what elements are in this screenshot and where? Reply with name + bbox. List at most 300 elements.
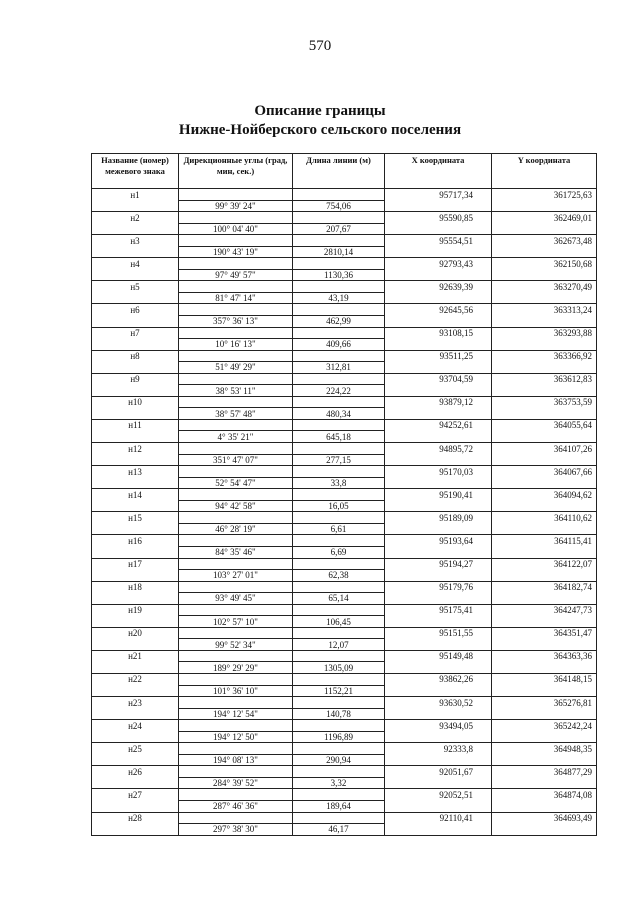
empty-cell [385,292,492,304]
table-row-segment [92,570,597,582]
line-length: 462,99 [293,316,385,328]
table-row-point [92,581,597,593]
direction-angle: 93° 49' 45" [179,593,293,605]
point-name: н10 [92,396,179,408]
x-coordinate: 93108,15 [385,327,492,339]
x-coordinate: 93494,05 [385,720,492,732]
y-coordinate: 364122,07 [492,558,597,570]
empty-cell [293,650,385,662]
empty-cell [293,258,385,270]
line-length: 1196,89 [293,731,385,743]
table-row-segment [92,777,597,789]
empty-cell [92,685,179,697]
empty-cell [92,246,179,258]
empty-cell [293,581,385,593]
empty-cell [492,546,597,558]
empty-cell [92,593,179,605]
y-coordinate: 361725,63 [492,189,597,201]
point-name: н2 [92,212,179,224]
direction-angle: 103° 27' 01" [179,570,293,582]
empty-cell [492,269,597,281]
empty-cell [385,269,492,281]
table-row-point [92,373,597,385]
table-row-segment [92,362,597,374]
title-line-2: Нижне-Нойберского сельского поселения [178,122,462,138]
table-row-segment [92,708,597,720]
header-name: Название (номер) межевого знака [92,154,179,189]
point-name: н21 [92,650,179,662]
table-row-point [92,743,597,755]
direction-angle: 38° 53' 11" [179,385,293,397]
empty-cell [385,454,492,466]
point-name: н28 [92,812,179,824]
empty-cell [492,662,597,674]
direction-angle: 194° 12' 54" [179,708,293,720]
empty-cell [385,708,492,720]
empty-cell [492,777,597,789]
table-row-segment [92,477,597,489]
empty-cell [179,697,293,709]
point-name: н9 [92,373,179,385]
table-row-point [92,304,597,316]
point-name: н6 [92,304,179,316]
empty-cell [293,327,385,339]
empty-cell [179,789,293,801]
y-coordinate: 365242,24 [492,720,597,732]
y-coordinate: 364115,41 [492,535,597,547]
table-row-point [92,720,597,732]
empty-cell [385,546,492,558]
empty-cell [92,269,179,281]
empty-cell [385,246,492,258]
empty-cell [492,754,597,766]
direction-angle: 52° 54' 47" [179,477,293,489]
point-name: н24 [92,720,179,732]
line-length: 1305,09 [293,662,385,674]
header-x: X координата [385,154,492,189]
empty-cell [293,766,385,778]
empty-cell [293,812,385,824]
empty-cell [92,708,179,720]
document-title [0,102,640,140]
x-coordinate: 92051,67 [385,766,492,778]
empty-cell [293,212,385,224]
table-row-point [92,189,597,201]
table-row-point [92,235,597,247]
y-coordinate: 364877,29 [492,766,597,778]
direction-angle: 351° 47' 07" [179,454,293,466]
line-length: 140,78 [293,708,385,720]
empty-cell [92,292,179,304]
empty-cell [492,500,597,512]
empty-cell [293,558,385,570]
empty-cell [385,385,492,397]
line-length: 65,14 [293,593,385,605]
empty-cell [179,258,293,270]
direction-angle: 194° 08' 13" [179,754,293,766]
empty-cell [179,304,293,316]
empty-cell [179,743,293,755]
x-coordinate: 95175,41 [385,604,492,616]
empty-cell [293,604,385,616]
table-row-point [92,673,597,685]
empty-cell [385,408,492,420]
empty-cell [492,408,597,420]
empty-cell [179,535,293,547]
direction-angle: 84° 35' 46" [179,546,293,558]
empty-cell [293,466,385,478]
y-coordinate: 363313,24 [492,304,597,316]
empty-cell [492,639,597,651]
x-coordinate: 95151,55 [385,627,492,639]
point-name: н20 [92,627,179,639]
title-line-1: Описание границы [254,103,386,119]
empty-cell [293,627,385,639]
header-angle: Дирекционные углы (град, мин, сек.) [179,154,293,189]
empty-cell [179,443,293,455]
direction-angle: 51° 49' 29" [179,362,293,374]
table-row-segment [92,616,597,628]
point-name: н8 [92,350,179,362]
empty-cell [179,281,293,293]
table-row-segment [92,824,597,836]
empty-cell [492,246,597,258]
table-row-point [92,650,597,662]
x-coordinate: 93879,12 [385,396,492,408]
point-name: н22 [92,673,179,685]
empty-cell [492,223,597,235]
table-row-point [92,489,597,501]
table-row-point [92,766,597,778]
line-length: 207,67 [293,223,385,235]
empty-cell [92,546,179,558]
line-length: 2810,14 [293,246,385,258]
line-length: 6,69 [293,546,385,558]
line-length: 1152,21 [293,685,385,697]
table-row-segment [92,408,597,420]
x-coordinate: 92645,56 [385,304,492,316]
table-row-segment [92,385,597,397]
empty-cell [92,431,179,443]
empty-cell [92,362,179,374]
table-row-point [92,350,597,362]
y-coordinate: 364148,15 [492,673,597,685]
line-length: 3,32 [293,777,385,789]
empty-cell [492,593,597,605]
y-coordinate: 364247,73 [492,604,597,616]
empty-cell [492,454,597,466]
direction-angle: 94° 42' 58" [179,500,293,512]
empty-cell [92,500,179,512]
line-length: 43,19 [293,292,385,304]
table-row-segment [92,454,597,466]
empty-cell [92,385,179,397]
empty-cell [179,466,293,478]
table-row-segment [92,685,597,697]
empty-cell [179,512,293,524]
empty-cell [385,362,492,374]
direction-angle: 357° 36' 13" [179,316,293,328]
x-coordinate: 92052,51 [385,789,492,801]
empty-cell [385,800,492,812]
empty-cell [293,396,385,408]
y-coordinate: 364351,47 [492,627,597,639]
line-length: 754,06 [293,200,385,212]
empty-cell [293,697,385,709]
empty-cell [492,200,597,212]
empty-cell [385,570,492,582]
table-row-segment [92,500,597,512]
table-row-point [92,604,597,616]
direction-angle: 297° 38' 30" [179,824,293,836]
x-coordinate: 94252,61 [385,419,492,431]
y-coordinate: 364094,62 [492,489,597,501]
empty-cell [179,604,293,616]
empty-cell [492,292,597,304]
empty-cell [293,443,385,455]
empty-cell [179,650,293,662]
table-row-point [92,789,597,801]
y-coordinate: 363270,49 [492,281,597,293]
x-coordinate: 95189,09 [385,512,492,524]
direction-angle: 10° 16' 13" [179,339,293,351]
table-row-segment [92,546,597,558]
point-name: н19 [92,604,179,616]
empty-cell [293,419,385,431]
empty-cell [179,558,293,570]
line-length: 480,34 [293,408,385,420]
direction-angle: 284° 39' 52" [179,777,293,789]
empty-cell [92,223,179,235]
empty-cell [179,327,293,339]
point-name: н4 [92,258,179,270]
point-name: н17 [92,558,179,570]
table-row-point [92,212,597,224]
point-name: н5 [92,281,179,293]
header-length: Длина линии (м) [293,154,385,189]
point-name: н12 [92,443,179,455]
empty-cell [385,500,492,512]
empty-cell [92,616,179,628]
empty-cell [179,627,293,639]
empty-cell [385,593,492,605]
y-coordinate: 362673,48 [492,235,597,247]
direction-angle: 100° 04' 40" [179,223,293,235]
x-coordinate: 95190,41 [385,489,492,501]
empty-cell [92,477,179,489]
direction-angle: 4° 35' 21" [179,431,293,443]
y-coordinate: 365276,81 [492,697,597,709]
point-name: н18 [92,581,179,593]
table-row-point [92,535,597,547]
line-length: 224,22 [293,385,385,397]
y-coordinate: 364107,26 [492,443,597,455]
empty-cell [92,339,179,351]
line-length: 189,64 [293,800,385,812]
empty-cell [293,743,385,755]
empty-cell [92,731,179,743]
x-coordinate: 95590,85 [385,212,492,224]
direction-angle: 189° 29' 29" [179,662,293,674]
empty-cell [492,523,597,535]
empty-cell [293,189,385,201]
table-row-segment [92,431,597,443]
y-coordinate: 364067,66 [492,466,597,478]
table-row-segment [92,316,597,328]
table-row-segment [92,339,597,351]
empty-cell [293,350,385,362]
x-coordinate: 93630,52 [385,697,492,709]
y-coordinate: 363753,59 [492,396,597,408]
empty-cell [179,489,293,501]
empty-cell [92,523,179,535]
empty-cell [179,212,293,224]
x-coordinate: 93511,25 [385,350,492,362]
empty-cell [293,373,385,385]
empty-cell [293,720,385,732]
empty-cell [179,235,293,247]
y-coordinate: 364110,62 [492,512,597,524]
direction-angle: 38° 57' 48" [179,408,293,420]
x-coordinate: 92639,39 [385,281,492,293]
empty-cell [385,523,492,535]
empty-cell [293,489,385,501]
table-row-point [92,812,597,824]
table-row-segment [92,639,597,651]
y-coordinate: 364693,49 [492,812,597,824]
x-coordinate: 92793,43 [385,258,492,270]
point-name: н14 [92,489,179,501]
table-row-point [92,327,597,339]
table-row-segment [92,292,597,304]
y-coordinate: 364948,35 [492,743,597,755]
table-row-point [92,697,597,709]
point-name: н26 [92,766,179,778]
line-length: 33,8 [293,477,385,489]
x-coordinate: 95717,34 [385,189,492,201]
empty-cell [179,766,293,778]
empty-cell [385,824,492,836]
table-header-row [92,154,597,189]
y-coordinate: 363612,83 [492,373,597,385]
empty-cell [492,339,597,351]
empty-cell [92,408,179,420]
empty-cell [385,200,492,212]
empty-cell [293,512,385,524]
y-coordinate: 364055,64 [492,419,597,431]
line-length: 277,15 [293,454,385,466]
empty-cell [385,616,492,628]
empty-cell [92,754,179,766]
point-name: н3 [92,235,179,247]
line-length: 6,61 [293,523,385,535]
direction-angle: 101° 36' 10" [179,685,293,697]
table-row-point [92,396,597,408]
x-coordinate: 95170,03 [385,466,492,478]
empty-cell [92,454,179,466]
point-name: н1 [92,189,179,201]
table-row-segment [92,731,597,743]
point-name: н7 [92,327,179,339]
point-name: н16 [92,535,179,547]
empty-cell [92,639,179,651]
table-row-segment [92,523,597,535]
line-length: 290,94 [293,754,385,766]
y-coordinate: 363293,88 [492,327,597,339]
y-coordinate: 362150,68 [492,258,597,270]
empty-cell [385,662,492,674]
table-row-segment [92,800,597,812]
empty-cell [179,720,293,732]
empty-cell [492,477,597,489]
table-body [92,189,597,836]
empty-cell [293,535,385,547]
boundary-coordinates-table [91,153,597,836]
table-row-point [92,443,597,455]
empty-cell [492,708,597,720]
empty-cell [92,777,179,789]
direction-angle: 287° 46' 36" [179,800,293,812]
x-coordinate: 95194,27 [385,558,492,570]
empty-cell [385,731,492,743]
point-name: н23 [92,697,179,709]
empty-cell [492,616,597,628]
direction-angle: 46° 28' 19" [179,523,293,535]
empty-cell [385,223,492,235]
table-row-segment [92,593,597,605]
empty-cell [492,570,597,582]
line-length: 46,17 [293,824,385,836]
empty-cell [492,685,597,697]
empty-cell [492,824,597,836]
empty-cell [179,419,293,431]
x-coordinate: 92110,41 [385,812,492,824]
empty-cell [385,477,492,489]
x-coordinate: 93704,59 [385,373,492,385]
empty-cell [492,431,597,443]
line-length: 16,05 [293,500,385,512]
y-coordinate: 364363,36 [492,650,597,662]
y-coordinate: 362469,01 [492,212,597,224]
point-name: н15 [92,512,179,524]
y-coordinate: 364182,74 [492,581,597,593]
direction-angle: 102° 57' 10" [179,616,293,628]
empty-cell [492,731,597,743]
direction-angle: 97° 49' 57" [179,269,293,281]
empty-cell [179,812,293,824]
table-row-segment [92,246,597,258]
empty-cell [179,373,293,385]
empty-cell [293,304,385,316]
line-length: 106,45 [293,616,385,628]
x-coordinate: 95149,48 [385,650,492,662]
empty-cell [385,777,492,789]
table-row-segment [92,269,597,281]
empty-cell [492,800,597,812]
empty-cell [293,673,385,685]
table-row-segment [92,662,597,674]
table-row-point [92,512,597,524]
table-row-segment [92,223,597,235]
table-row-point [92,558,597,570]
x-coordinate: 93862,26 [385,673,492,685]
x-coordinate: 95193,64 [385,535,492,547]
point-name: н27 [92,789,179,801]
y-coordinate: 364874,08 [492,789,597,801]
point-name: н25 [92,743,179,755]
empty-cell [179,396,293,408]
line-length: 12,07 [293,639,385,651]
